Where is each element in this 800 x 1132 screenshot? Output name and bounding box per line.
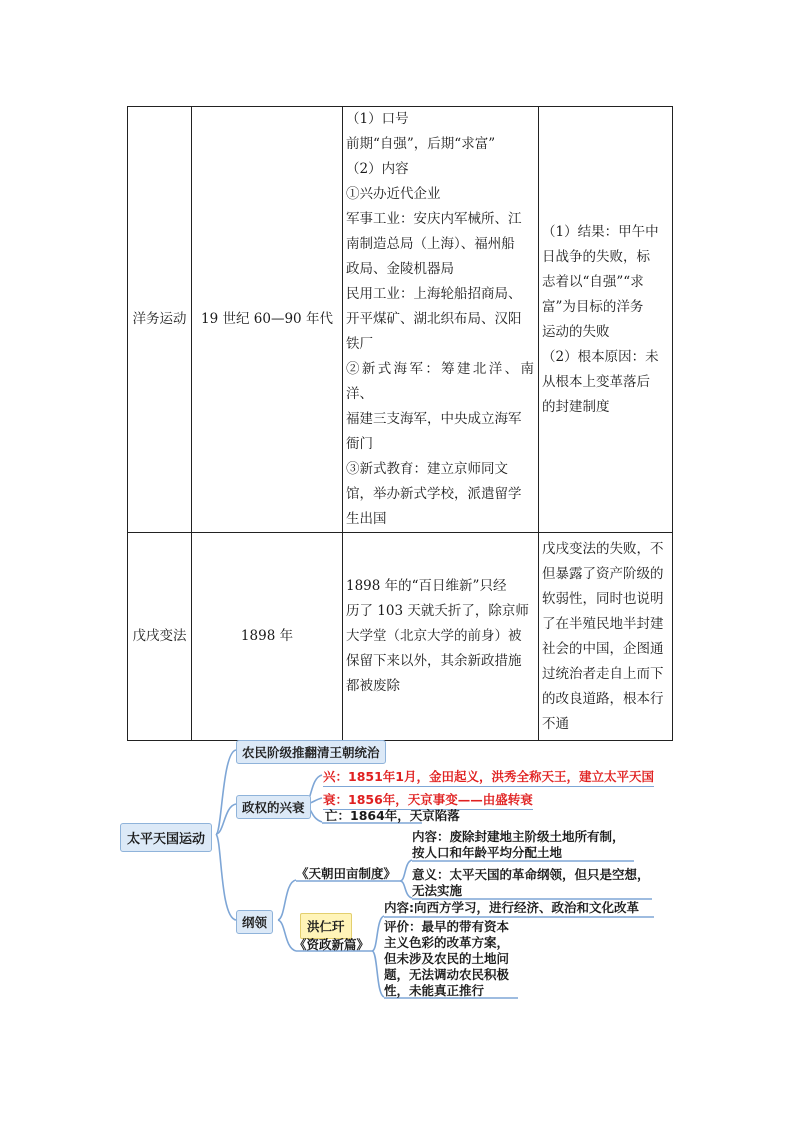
- connector-line: [400, 860, 412, 881]
- content-cell: [343, 107, 539, 533]
- table-row: [128, 533, 673, 741]
- result-line: 过统治者走自上而下: [542, 665, 664, 682]
- table-row: [128, 107, 673, 533]
- fall-item: 亡：1864年，天京陷落: [325, 808, 460, 823]
- tianchao-label: 《天朝田亩制度》: [296, 866, 397, 881]
- content-line: 南制造总局（上海）、福州船: [346, 236, 515, 252]
- content-line: 政局、金陵机器局: [346, 261, 454, 277]
- branch-program: 纲领: [236, 910, 273, 934]
- zizheng-label: 《资政新篇》: [294, 937, 370, 952]
- connector-line: [372, 951, 384, 997]
- history-table: [127, 106, 673, 741]
- rise-item: 兴：1851年1月，金田起义，洪秀全称天王，建立太平天国: [323, 767, 654, 787]
- zizheng-content: 内容:向西方学习，进行经济、政治和文化改革: [384, 900, 639, 915]
- connector-line: [216, 804, 236, 834]
- time-cell: 19 世纪 60—90 年代: [192, 107, 343, 533]
- zizheng-evaluation: [384, 919, 509, 999]
- connector-line: [278, 880, 296, 920]
- content-line: 历了 103 天就夭折了，除京师: [346, 603, 529, 619]
- connector-line: [216, 834, 236, 920]
- result-line: 软弱性，同时也说明: [542, 590, 664, 607]
- content-line: 大学堂（北京大学的前身）被: [346, 628, 522, 644]
- content-line: 前期“自强”，后期“求富”: [346, 136, 496, 152]
- content-line: ②新式海军：筹建北洋、南洋、: [346, 361, 534, 402]
- content-line: 馆，举办新式学校，派遣留学: [346, 486, 522, 502]
- result-line: 了在半殖民地半封建: [542, 615, 664, 632]
- result-line: 的封建制度: [542, 398, 610, 415]
- content-line: （2）内容: [346, 161, 409, 177]
- content-line: 军事工业：安庆内军械所、江: [346, 211, 522, 227]
- connector-line: [400, 881, 412, 898]
- content-line: 铁厂: [346, 336, 373, 352]
- decline-item: 衰：1856年，天京事变——由盛转衰: [323, 790, 533, 810]
- text-line: 无法实施: [412, 883, 463, 898]
- result-line: 戊戌变法的失败，不: [542, 540, 664, 557]
- result-line: 不通: [542, 715, 569, 732]
- event-cell: 洋务运动: [128, 107, 192, 533]
- content-line: 福建三支海军，中央成立海军: [346, 411, 522, 427]
- content-line: 生出国: [346, 511, 387, 527]
- text-line: 按人口和年龄平均分配土地: [412, 845, 563, 860]
- text-line: 内容：废除封建地主阶级土地所有制，: [412, 829, 625, 844]
- event-cell: 戊戌变法: [128, 533, 192, 741]
- result-line: 的改良道路，根本行: [542, 690, 664, 707]
- text-line: 性，未能真正推行: [384, 983, 485, 998]
- content-cell: [343, 533, 539, 741]
- time-cell: 1898 年: [192, 533, 343, 741]
- result-cell: [539, 533, 673, 741]
- content-line: ①兴办近代企业: [346, 186, 441, 202]
- text-line: 评价：最早的带有资本: [384, 919, 510, 934]
- result-line: 但暴露了资产阶级的: [542, 565, 664, 582]
- result-line: 从根本上变革落后: [542, 373, 650, 390]
- connector-line: [216, 750, 236, 834]
- result-line: （1）结果：甲午中: [542, 223, 659, 240]
- text-line: 意义：太平天国的革命纲领，但只是空想，: [412, 867, 650, 882]
- result-line: 富”为目标的洋务: [542, 298, 644, 315]
- result-line: 运动的失败: [542, 323, 610, 340]
- text-line: 主义色彩的改革方案，: [384, 935, 510, 950]
- content-line: 开平煤矿、湖北织布局、汉阳: [346, 311, 522, 327]
- content-line: 都被废除: [346, 678, 400, 694]
- content-line: 民用工业：上海轮船招商局、: [346, 286, 522, 302]
- hong-rengan-tag: 洪仁玕: [300, 913, 352, 939]
- content-line: 1898 年的“百日维新”只经: [346, 578, 507, 594]
- mindmap-root: 太平天国运动: [120, 823, 212, 852]
- content-line: ③新式教育：建立京师同文: [346, 461, 508, 477]
- text-line: 但未涉及农民的土地问: [384, 951, 510, 966]
- branch-rise-fall: 政权的兴衰: [236, 795, 311, 819]
- content-line: 保留下来以外，其余新政措施: [346, 653, 522, 669]
- content-line: 衙门: [346, 436, 373, 452]
- result-line: 志着以“自强”“求: [542, 273, 644, 290]
- text-line: 题，无法调动农民积极: [384, 967, 510, 982]
- branch-nature: 农民阶级推翻清王朝统治: [236, 740, 386, 764]
- connector-line: [372, 916, 384, 951]
- tianchao-meaning: [412, 867, 650, 899]
- result-line: 日战争的失败，标: [542, 248, 650, 265]
- result-cell: [539, 107, 673, 533]
- content-line: （1）口号: [346, 111, 409, 127]
- result-line: 社会的中国，企图通: [542, 640, 664, 657]
- result-line: （2）根本原因：未: [542, 348, 659, 365]
- tianchao-content: [412, 829, 625, 861]
